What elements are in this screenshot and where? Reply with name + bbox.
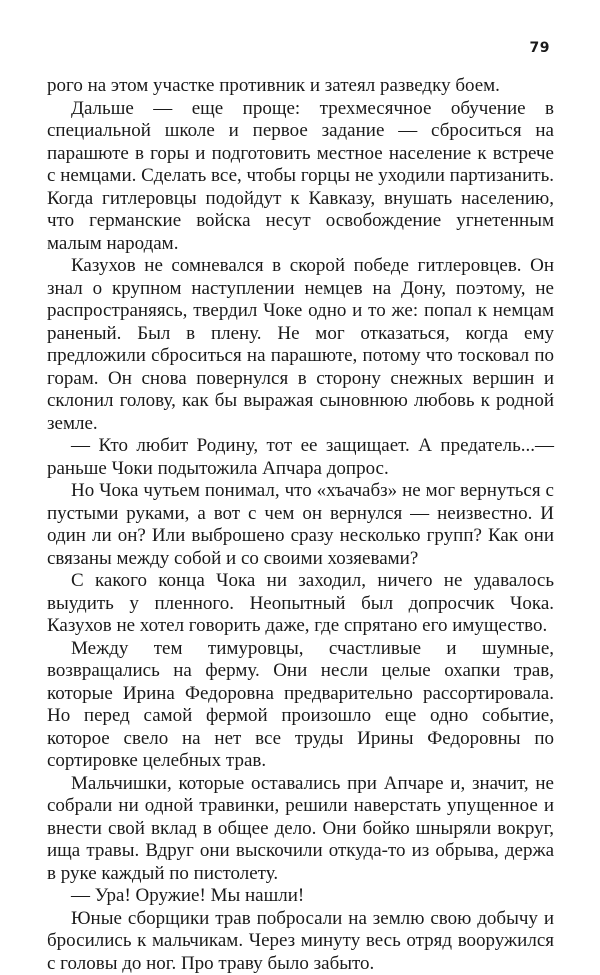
- paragraph: С какого конца Чока ни заходил, ничего не удавалось выудить у пленного. Неопытный был допросчик Чока. Казухов не хотел говорить даже, где спрятано его имущество.: [47, 570, 554, 638]
- paragraph: Юные сборщики трав побросали на землю свою добычу и бросились к мальчикам. Через минуту весь отряд вооружился с головы до ног. Про траву было забыто.: [47, 908, 554, 975]
- paragraph: Мальчишки, которые оставались при Апчаре и, значит, не собрали ни одной травинки, решили наверстать упущенное и внести свой вклад в общее дело. Они бойко шныряли вокруг, ища травы. Вдруг они выскочили откуда-то из обрыва, держа в руке каждый по пистолету.: [47, 773, 554, 886]
- paragraph: — Ура! Оружие! Мы нашли!: [47, 885, 554, 908]
- paragraph: Дальше — еще проще: трехмесячное обучение в специальной школе и первое задание — сброситься на парашюте в горы и подготовить местное население к встрече с немцами. Сделать все, чтобы горцы не уходили партизанить. Когда гитлеровцы подойдут к Кавказу, внушать населению, что германские войска несут освобождение угнетенным малым народам.: [47, 98, 554, 256]
- page-body-text: [47, 75, 554, 975]
- page-number: 79: [530, 40, 550, 56]
- paragraph: Казухов не сомневался в скорой победе гитлеровцев. Он знал о крупном наступлении немцев на Дону, поэтому, не распространяясь, твердил Чоке одно и то же: попал к немцам раненый. Был в плену. Не мог отказаться, когда ему предложили сброситься на парашюте, потому что тосковал по горам. Он снова повернулся в сторону снежных вершин и склонил голову, как бы выражая сыновнюю любовь к родной земле.: [47, 255, 554, 435]
- paragraph: Между тем тимуровцы, счастливые и шумные, возвращались на ферму. Они несли целые охапки трав, которые Ирина Федоровна предварительно рассортировала. Но перед самой фермой произошло еще одно событие, которое свело на нет все труды Ирины Федоровны по сортировке целебных трав.: [47, 638, 554, 773]
- paragraph: — Кто любит Родину, тот ее защищает. А предатель...— раньше Чоки подытожила Апчара допрос.: [47, 435, 554, 480]
- paragraph: Но Чока чутьем понимал, что «хъачабз» не мог вернуться с пустыми руками, а вот с чем он вернулся — неизвестно. И один ли он? Или выброшено сразу несколько групп? Как они связаны между собой и со своими хозяевами?: [47, 480, 554, 570]
- paragraph: рого на этом участке противник и затеял разведку боем.: [47, 75, 554, 98]
